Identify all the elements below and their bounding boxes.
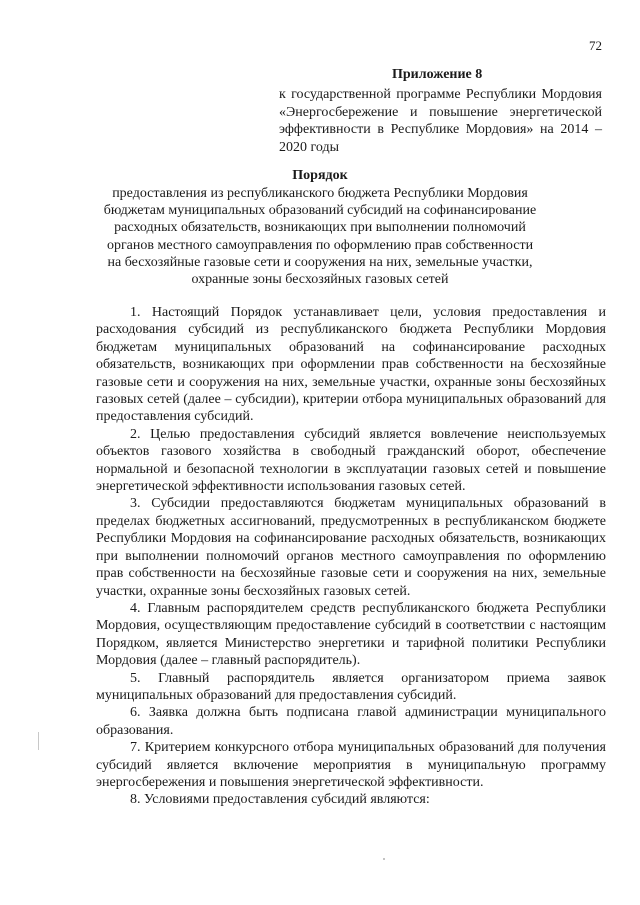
- paragraph-8: 8. Условиями предоставления субсидий являются:: [130, 792, 430, 808]
- paragraph-7: 7. Критерием конкурсного отбора муниципальных образований для получения субсидий является включение мероприятия в муниципальную программу энергосбережения и повышения энергетической эффективности.: [96, 740, 606, 790]
- scan-margin-mark: [38, 732, 39, 750]
- page-number: 72: [589, 38, 602, 53]
- appendix-title: Приложение 8: [392, 67, 483, 82]
- paragraph-4: 4. Главным распорядителем средств республиканского бюджета Республики Мордовия, осуществляющим предоставление субсидий в соответствии с настоящим Порядком, является Министерство энергетики и тарифной политики Республики Мордовия (далее – главный распорядитель).: [96, 600, 606, 669]
- paragraph-3: 3. Субсидии предоставляются бюджетам муниципальных образований в пределах бюджетных ассигнований, предусмотренных в республиканском бюджете Республики Мордовия на софинансирование расходных обязательств, возникающих при выполнении полномочий органов местного самоуправления по оформлению прав собственности на бесхозяйные газовые сети и сооружения на них, земельные участки, охранные зоны бесхозяйных газовых сетей.: [96, 496, 606, 599]
- paragraph-1: 1. Настоящий Порядок устанавливает цели, условия предоставления и расходования субсидий из республиканского бюджета Республики Мордовия бюджетам муниципальных образований на софинансирование расходных обязательств, возникающих при оформлении прав собственности на бесхозяйные газовые сети и сооружения на них, земельные участки, охранные зоны бесхозяйных газовых сетей (далее – субсидии), критерии отбора муниципальных образований для предоставления субсидий.: [96, 305, 606, 425]
- document-subheading: предоставления из республиканского бюджета Республики Мордовия бюджетам муниципальных образований субсидий на софинансирование расходных обязательств, возникающих при выполнении полномочий органов местного самоуправления по оформлению прав собственности на бесхозяйные газовые сети и сооружения на них, земельные участки, охранные зоны бесхозяйных газовых сетей: [103, 186, 537, 288]
- paragraph-5: 5. Главный распорядитель является организатором приема заявок муниципальных образований для предоставления субсидий.: [96, 670, 606, 703]
- document-body: [96, 304, 606, 809]
- scan-artifact-dot: [383, 858, 385, 860]
- paragraph-2: 2. Целью предоставления субсидий является вовлечение неиспользуемых объектов газового хозяйства в свободный гражданский оборот, обеспечение нормальной и безопасной технологии в эксплуатации газовых сетей и повышение энергетической эффективности использования газовых сетей.: [96, 426, 606, 495]
- paragraph-6: 6. Заявка должна быть подписана главой администрации муниципального образования.: [96, 705, 606, 738]
- appendix-description: к государственной программе Республики Мордовия «Энергосбережение и повышение энергетической эффективности в Республике Мордовия» на 2014 – 2020 годы: [279, 87, 602, 155]
- document-heading: Порядок: [292, 168, 348, 183]
